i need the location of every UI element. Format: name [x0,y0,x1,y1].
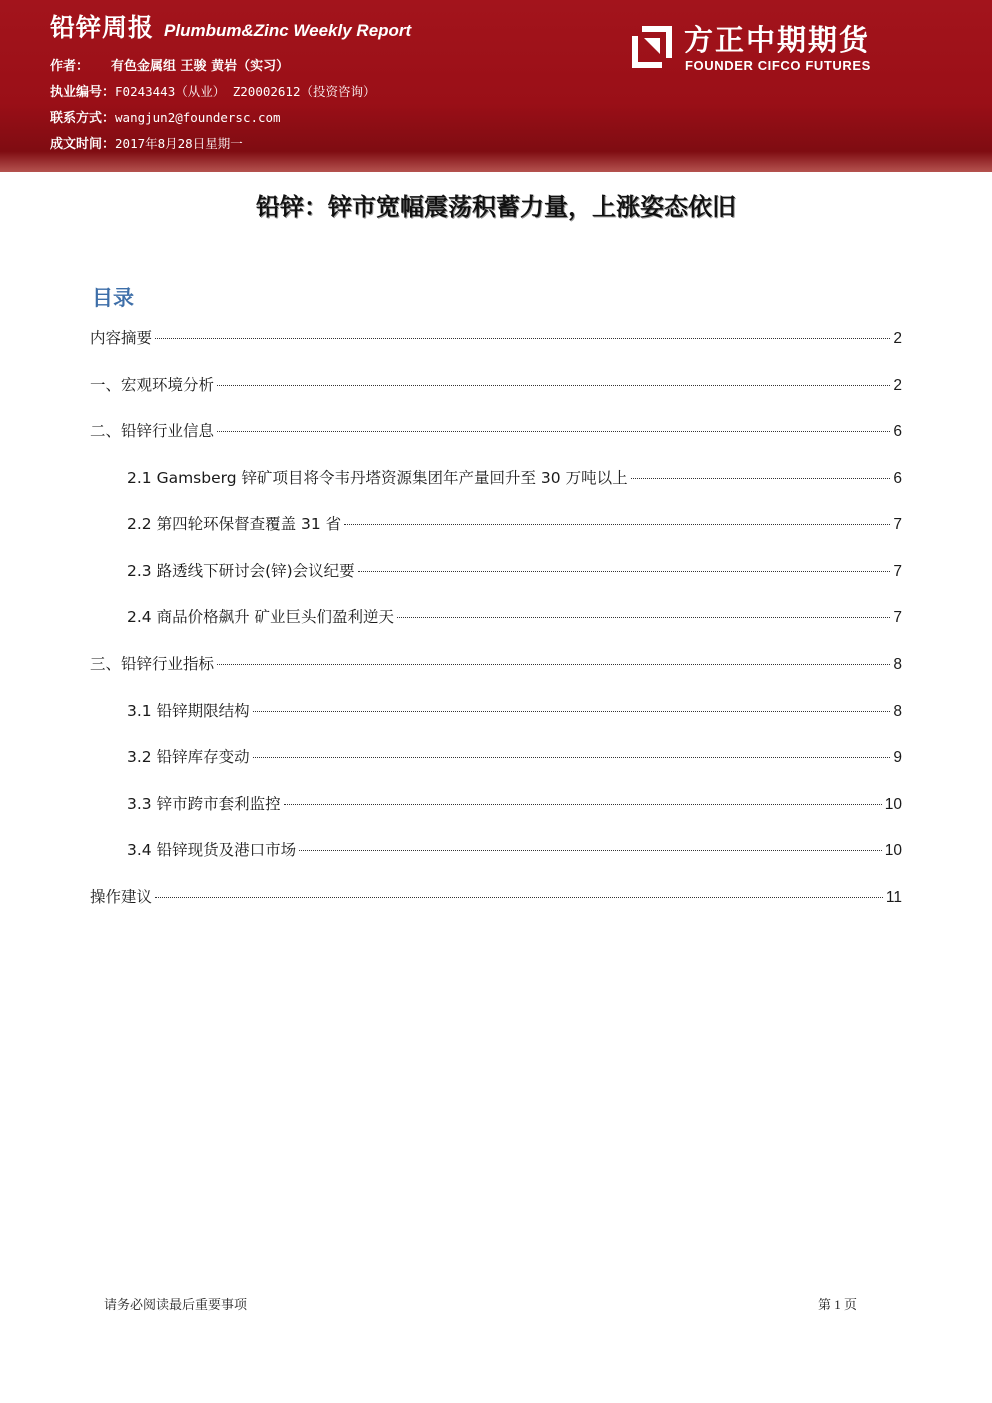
toc-leader-dots [358,571,891,572]
report-title [50,8,411,44]
toc-leader-dots [397,617,890,618]
toc-leader-dots [344,524,890,525]
toc-leader-dots [253,757,891,758]
contact-email[interactable]: wangjun2@foundersc.com [115,110,281,125]
license-value: F0243443（从业） Z20002612（投资咨询） [115,84,376,99]
founder-cifco-logo [628,18,888,78]
toc-item-text: 三、铅锌行业指标 [90,655,215,673]
toc-subitem[interactable] [127,605,902,629]
founder-logo-icon [628,22,676,70]
report-title-en: Plumbum&Zinc Weekly Report [164,21,412,40]
toc-item-page: 2 [893,377,902,394]
toc-item-page: 10 [884,842,902,859]
toc-leader-dots [155,338,890,339]
toc-item-page: 9 [893,749,902,766]
toc-item-text: 3.1 铅锌期限结构 [127,702,250,720]
toc-item-text: 2.2 第四轮环保督查覆盖 31 省 [127,515,342,533]
toc-item[interactable] [90,652,902,676]
toc-item-page: 10 [884,796,902,813]
toc-item-page: 8 [893,656,902,673]
toc-item-text: 操作建议 [90,888,153,906]
license-line [50,81,375,100]
toc-leader-dots [217,431,890,432]
toc-subitem[interactable] [127,745,902,769]
toc-subitem[interactable] [127,559,902,583]
toc-item-text: 2.1 Gamsberg 锌矿项目将令韦丹塔资源集团年产量回升至 30 万吨以上 [127,469,628,487]
toc-item-page: 11 [885,889,902,906]
toc-leader-dots [217,385,890,386]
toc-leader-dots [631,478,891,479]
report-header [0,0,992,172]
toc-leader-dots [155,897,883,898]
date-label: 成文时间： [50,137,116,152]
author-label: 作者： [50,59,90,74]
toc-heading: 目录 [92,286,134,310]
toc-item-text: 2.4 商品价格飙升 矿业巨头们盈利逆天 [127,608,395,626]
toc-subitem[interactable] [127,512,902,536]
toc-item-page: 7 [893,516,902,533]
toc-item-text: 3.4 铅锌现货及港口市场 [127,841,297,859]
toc-subitem[interactable] [127,699,902,723]
report-title-cn: 铅锌周报 [50,13,155,42]
toc-leader-dots [299,850,882,851]
toc-item-page: 7 [893,563,902,580]
toc-item-page: 8 [893,703,902,720]
toc-item-text: 2.3 路透线下研讨会(锌)会议纪要 [127,562,355,580]
toc-leader-dots [284,804,882,805]
toc-item-page: 6 [893,470,902,487]
toc-leader-dots [217,664,890,665]
date-line [50,133,243,152]
toc-leader-dots [253,711,891,712]
document-title: 铅锌：锌市宽幅震荡积蓄力量，上涨姿态依旧 [256,193,736,221]
toc-item-text: 内容摘要 [90,329,153,347]
toc-item-page: 2 [893,330,902,347]
author-value: 有色金属组 王骏 黄岩（实习） [111,59,290,74]
toc-item-page: 6 [893,423,902,440]
author-line [50,55,289,74]
toc-item-text: 一、宏观环境分析 [90,376,215,394]
toc-item-text: 3.2 铅锌库存变动 [127,748,250,766]
logo-name-en: FOUNDER CIFCO FUTURES [685,58,871,73]
contact-line [50,107,281,126]
footer-disclaimer-notice: 请务必阅读最后重要事项 [104,1298,248,1313]
logo-name-cn: 方正中期期货 [684,23,871,57]
toc-item[interactable] [90,419,902,443]
toc-item[interactable] [90,885,902,909]
toc-subitem[interactable] [127,838,902,862]
toc-subitem[interactable] [127,466,902,490]
toc-item-text: 二、铅锌行业信息 [90,422,215,440]
contact-label: 联系方式： [50,111,116,126]
toc-item-text: 3.3 锌市跨市套利监控 [127,795,281,813]
date-value: 2017年8月28日星期一 [115,136,243,151]
toc-item-page: 7 [893,609,902,626]
footer-page-number: 第 1 页 [818,1297,858,1312]
toc-item[interactable] [90,326,902,350]
toc-item[interactable] [90,373,902,397]
toc-subitem[interactable] [127,792,902,816]
license-label: 执业编号： [50,85,116,100]
